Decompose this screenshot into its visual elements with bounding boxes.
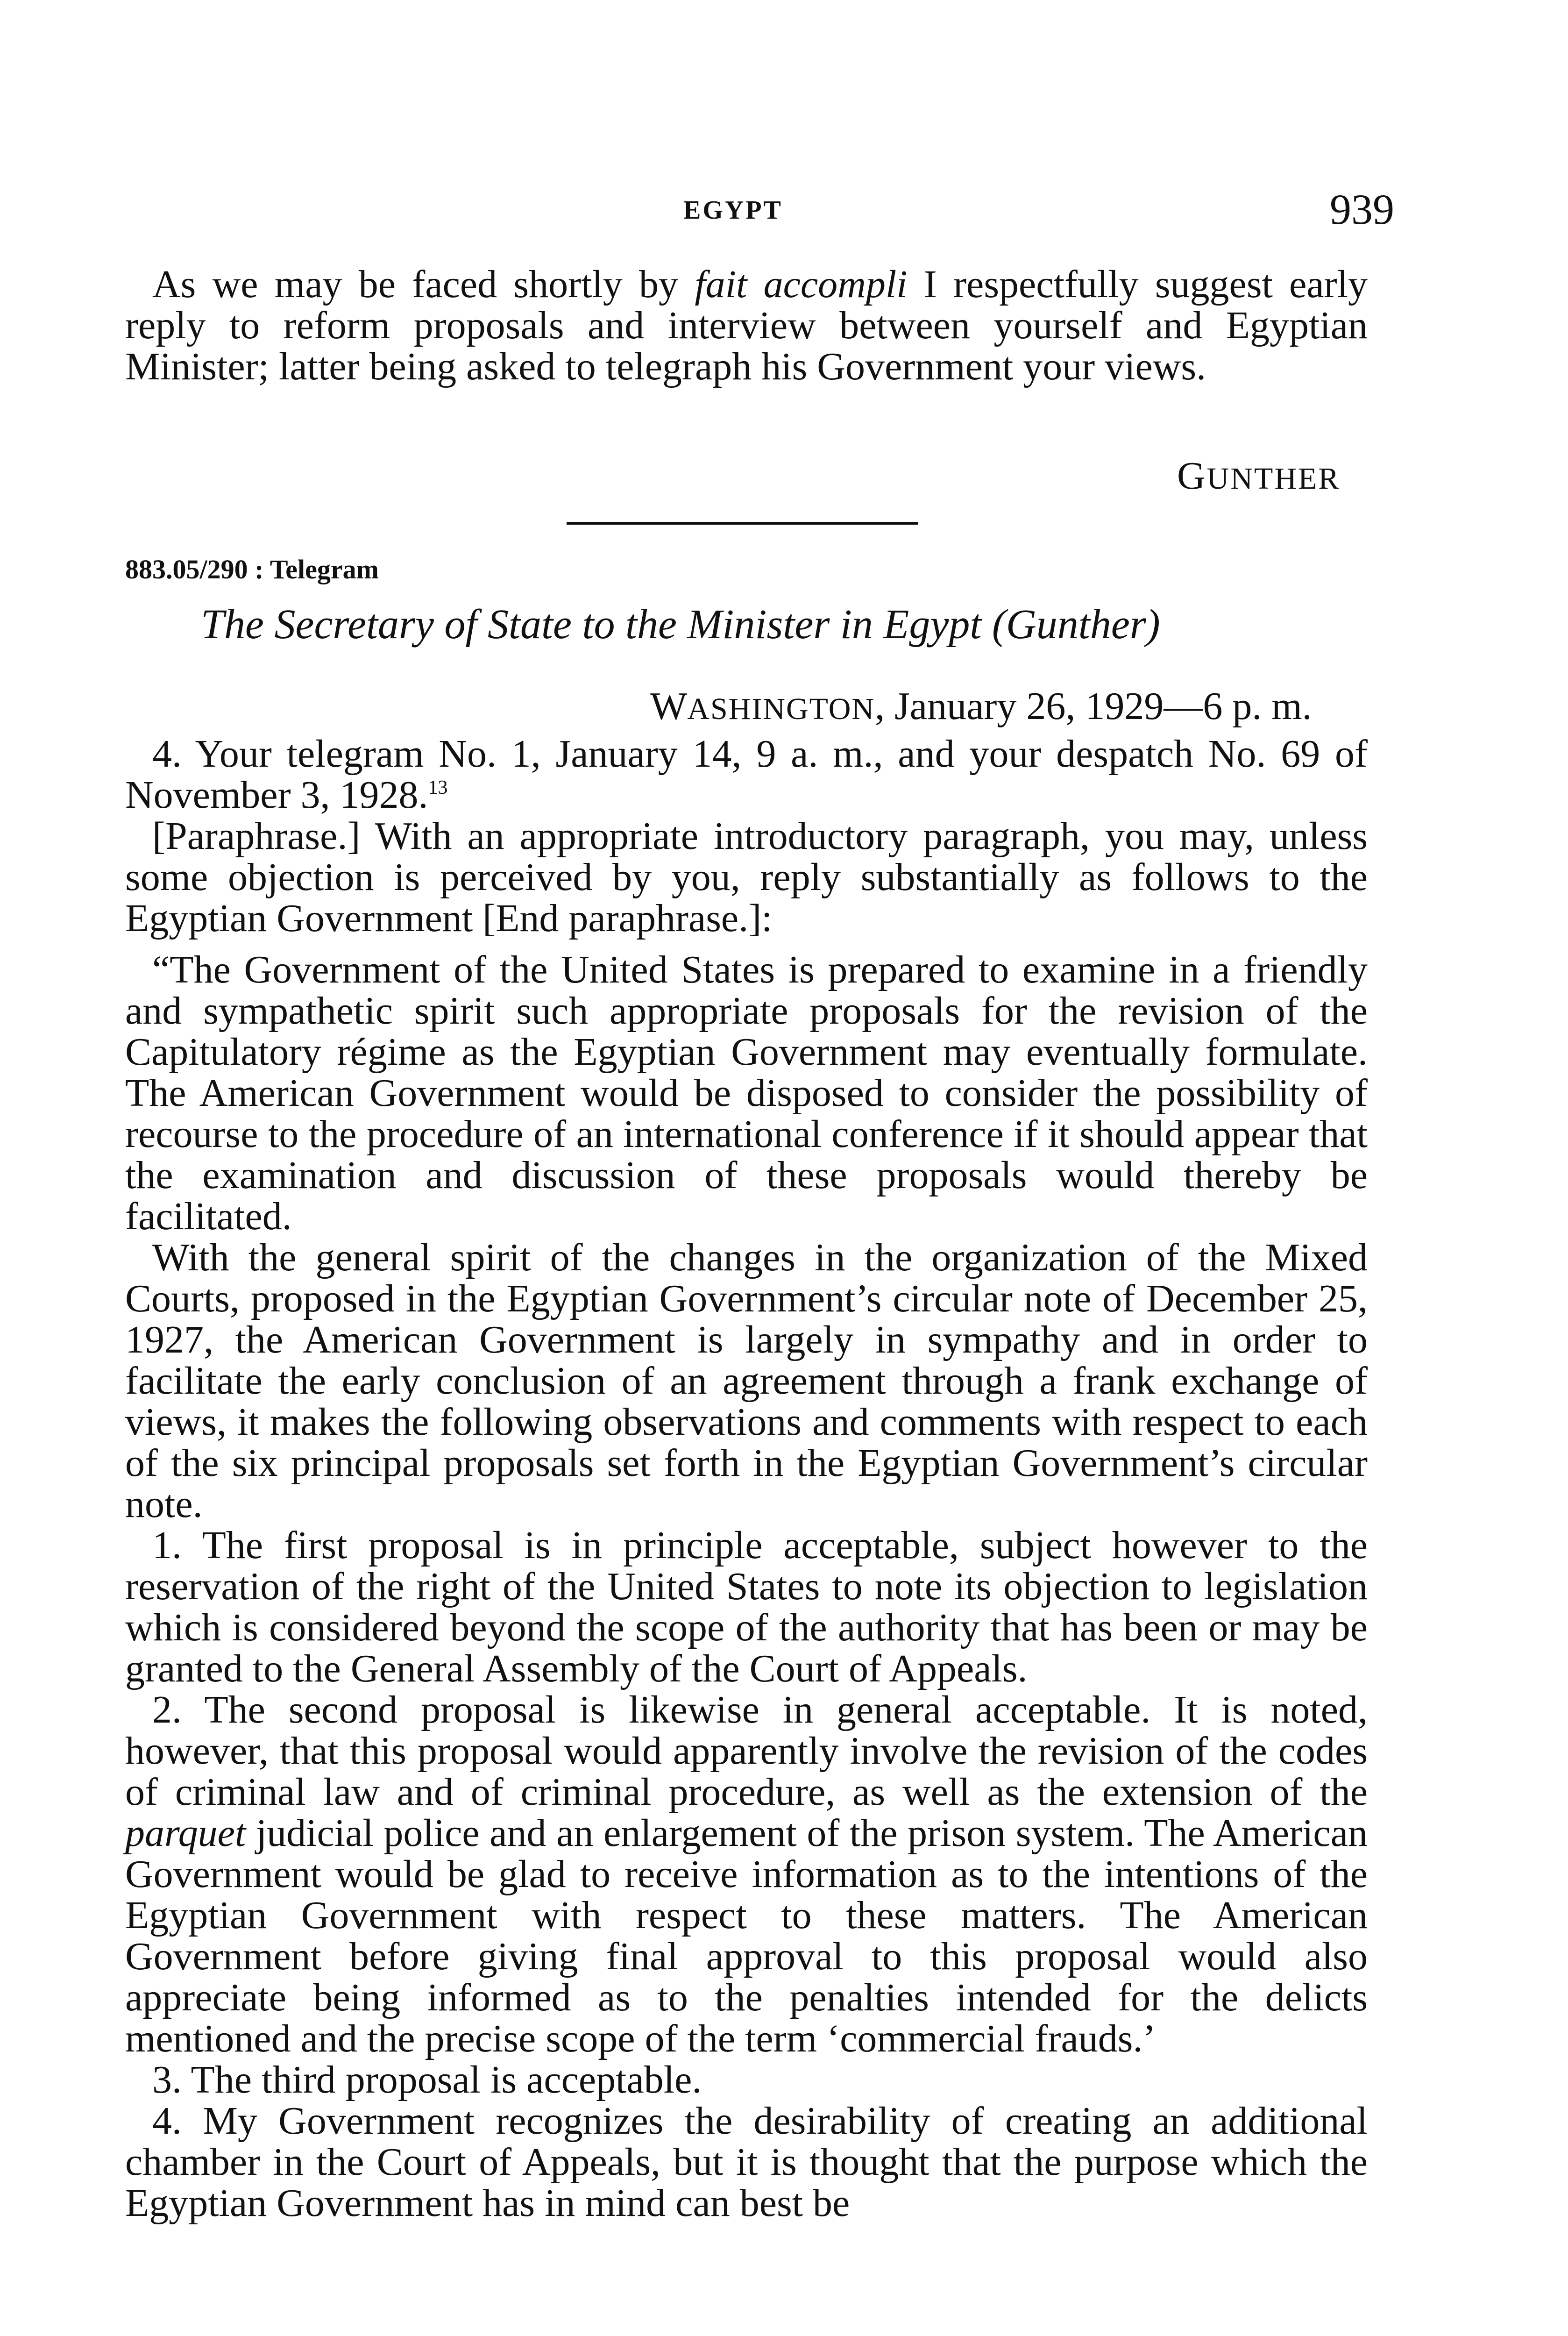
file-number: 883.05/290 : Telegram bbox=[125, 554, 379, 584]
body-paragraph-7: 3. The third proposal is acceptable. bbox=[152, 2058, 702, 2101]
intro-text-start: As we may be faced shortly by bbox=[152, 263, 679, 306]
body-paragraph-8: 4. My Government recognizes the desirability of creating an additional chamber in the Court of Appeals, but it is thought that the purpose which the Egyptian Government has in mind can best be bbox=[125, 2099, 1368, 2225]
body-paragraph-6 bbox=[125, 1689, 1368, 2059]
dateline bbox=[650, 684, 1312, 729]
intro-paragraph-block bbox=[125, 264, 1368, 387]
dateline-rest: , January 26, 1929—6 p. m. bbox=[875, 684, 1312, 728]
document-title-close: ) bbox=[1146, 601, 1160, 648]
body-paragraph-1 bbox=[125, 734, 1368, 816]
body-paragraph-1-text: 4. Your telegram No. 1, January 14, 9 a. m., and your despatch No. 69 of November 3, 1928. bbox=[125, 732, 1368, 817]
intro-text-end: I respectfully suggest early reply to reform proposals and interview between yourself and Egyptian Minister; latter being asked to telegraph his Government your views. bbox=[125, 263, 1368, 388]
body-paragraph-4: With the general spirit of the changes in the organization of the Mixed Courts, proposed in the Egyptian Government’s circular note of December 25, 1927, the American Government is largely in sympathy and in order to facilitate the early conclusion of an agreement through a frank exchange of views, it makes the following observations and comments with respect to each of the six principal proposals set forth in the Egyptian Government’s circular note. bbox=[125, 1236, 1368, 1526]
footnote-reference: 13 bbox=[428, 777, 448, 798]
intro-paragraph bbox=[125, 264, 1368, 387]
page-number: 939 bbox=[1330, 185, 1394, 233]
dateline-place: ASHINGTON bbox=[687, 692, 875, 726]
signature-rest: UNTHER bbox=[1206, 462, 1341, 496]
body-paragraph-6-italic: parquet bbox=[125, 1811, 246, 1855]
signature-initial: G bbox=[1177, 454, 1207, 498]
body-paragraph-5: 1. The first proposal is in principle acceptable, subject however to the reservation of the right of the United States to note its objection to legislation which is considered beyond the scope of the authority that has been or may be granted to the General Assembly of the Court of Appeals. bbox=[125, 1524, 1368, 1690]
document-title-name: Gunther bbox=[1006, 601, 1146, 648]
running-head: EGYPT bbox=[683, 196, 783, 225]
document-title-main: The Secretary of State to the Minister in Egypt ( bbox=[201, 601, 1006, 648]
telegram-body bbox=[125, 734, 1368, 2224]
body-paragraph-6-end: judicial police and an enlargement of the prison system. The American Government would be glad to receive information as to the intentions of the Egyptian Government with respect to these matters. The American Government before giving final approval to this proposal would also appreciate being informed as to the penalties intended for the delicts mentioned and the precise scope of the term ‘commercial frauds.’ bbox=[125, 1811, 1368, 2060]
body-paragraph-3: “The Government of the United States is prepared to examine in a friendly and sympathetic spirit such appropriate proposals for the revision of the Capitulatory régime as the Egyptian Government may eventually formulate. The American Government would be disposed to consider the possibility of recourse to the procedure of an international conference if it should appear that the examination and discussion of these proposals would thereby be facilitated. bbox=[125, 948, 1368, 1238]
body-paragraph-2: [Paraphrase.] With an appropriate introductory paragraph, you may, unless some objection is perceived by you, reply substantially as follows to the Egyptian Government [End paraphrase.]: bbox=[125, 814, 1368, 940]
document-title bbox=[201, 600, 1160, 648]
body-paragraph-6-start: 2. The second proposal is likewise in general acceptable. It is noted, however, that this proposal would apparently involve the revision of the codes of criminal law and of criminal procedure, as well as the extension of the bbox=[125, 1688, 1368, 1814]
section-divider bbox=[567, 522, 918, 525]
dateline-initial: W bbox=[650, 684, 688, 728]
signature bbox=[1177, 453, 1340, 499]
intro-italic-phrase: fait accompli bbox=[695, 263, 908, 306]
